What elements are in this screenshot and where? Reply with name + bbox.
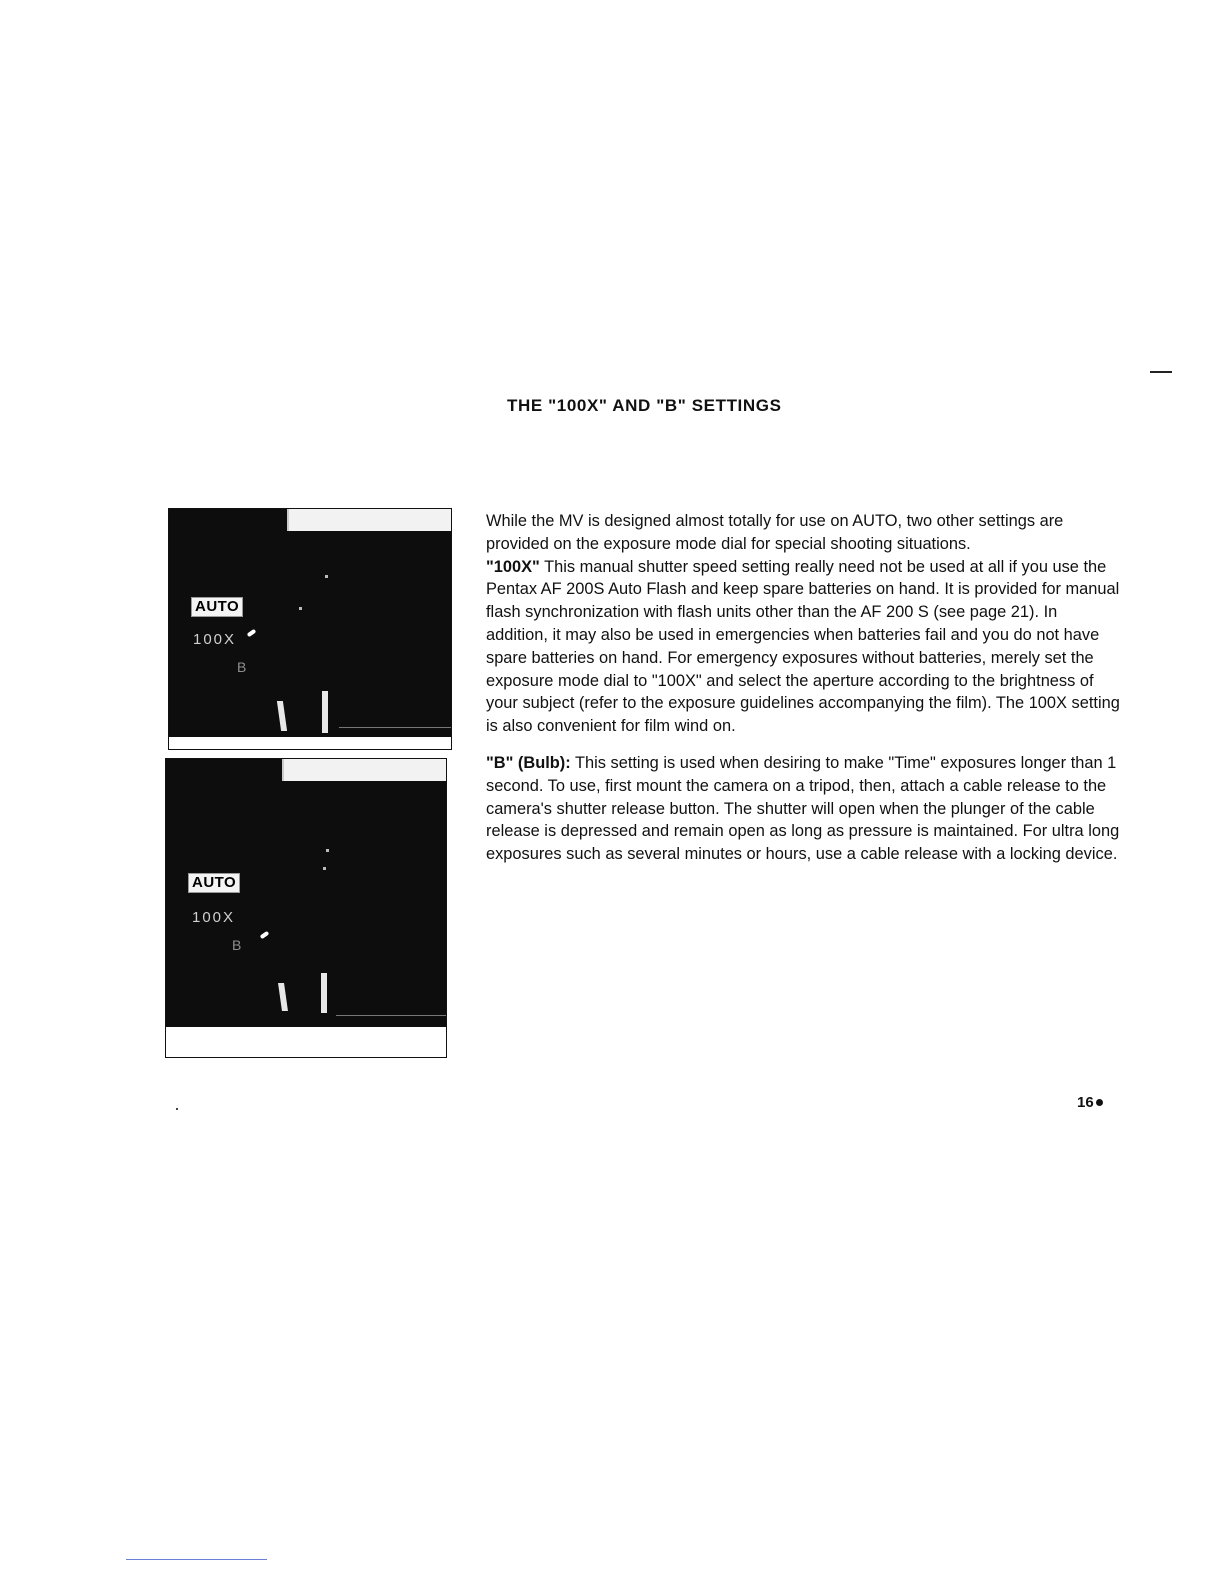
highlight-speck: [326, 849, 329, 852]
dial-post-left: [277, 701, 287, 731]
paragraph-lead: "B" (Bulb):: [486, 753, 571, 772]
paragraph-text: While the MV is designed almost totally for use on AUTO, two other settings are provided on the exposure mode dial for special shooting situations.: [486, 512, 1064, 553]
viewfinder-window: [287, 509, 451, 531]
dial-post-right: [321, 973, 327, 1013]
paragraph-text: This manual shutter speed setting really need not be used at all if you use the Pentax AF 200S Auto Flash and keep spare batteries on hand. It is provided for manual flash synchronization with flash units other than the AF 200 S (see page 21). In addition, it may also be used in emergencies when batteries fail and you do not have spare batteries on hand. For emergency exposures without batteries, merely set the exposure mode dial to "100X" and select the aperture according to the brightness of your subject (refer to the exposure guidelines accompanying the film). The 100X setting is also convenient for film wind on.: [486, 557, 1120, 736]
dial-base-line: [339, 727, 451, 728]
dial-photo-100x: [168, 508, 452, 750]
margin-mark: [1150, 371, 1172, 373]
intro-paragraph: [486, 510, 1120, 556]
dial-base-line: [336, 1015, 446, 1016]
bulb-paragraph: [486, 752, 1120, 866]
highlight-speck: [299, 607, 302, 610]
b-label: B: [237, 659, 247, 675]
b-label: B: [232, 937, 242, 953]
page-number-text: 16: [1077, 1094, 1094, 1111]
bullet-icon: [1096, 1099, 1103, 1106]
highlight-speck: [325, 575, 328, 578]
highlight-speck: [323, 867, 326, 870]
100x-label: 100X: [193, 631, 237, 648]
auto-label: AUTO: [191, 597, 243, 617]
dial-photo-scene: [169, 509, 451, 737]
dial-pointer-icon: [247, 629, 257, 637]
100x-paragraph: [486, 556, 1120, 738]
dial-pointer-icon: [260, 931, 270, 939]
paragraph-text: This setting is used when desiring to make "Time" exposures longer than 1 second. To use, first mount the camera on a tripod, then, attach a cable release to the camera's shutter release button. The shutter will open when the plunger of the cable release is depressed and remain open as long as pressure is maintained. For ultra long exposures such as several minutes or hours, use a cable release with a locking device.: [486, 753, 1120, 864]
dial-photo-scene: [166, 759, 446, 1027]
100x-label: 100X: [192, 909, 236, 926]
dial-photo-b: [165, 758, 447, 1058]
page-title: THE "100X" AND "B" SETTINGS: [507, 396, 782, 415]
auto-label: AUTO: [188, 873, 240, 893]
viewfinder-window: [282, 759, 446, 781]
scan-speck: [176, 1108, 178, 1110]
paragraph-lead: "100X": [486, 557, 540, 576]
dial-post-left: [278, 983, 288, 1011]
page-number: [1077, 1094, 1103, 1111]
body-text: [486, 510, 1120, 866]
dial-post-right: [322, 691, 328, 733]
footer-rule: [126, 1559, 267, 1560]
